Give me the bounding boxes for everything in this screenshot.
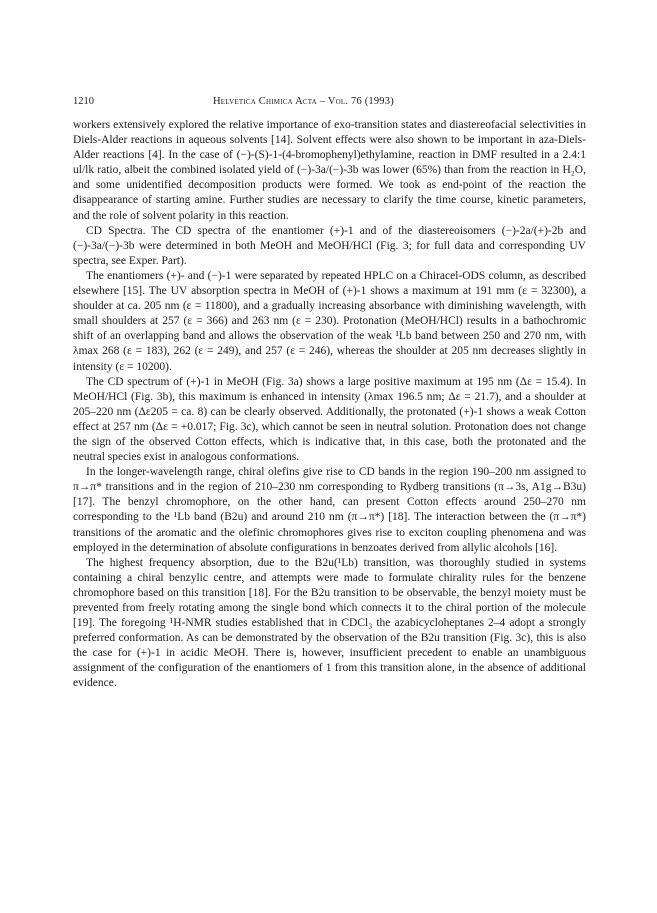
paragraph-3: The enantiomers (+)- and (−)-1 were separated by repeated HPLC on a Chiracel-ODS column, as described elsewhere [15]. The UV absorption spectra in MeOH of (+)-1 shows a maximum at 191 mm (ε = 32300), a shoulder at ca. 205 nm (ε = 11800), and a gradually increasing absorbance with diminishing wavelength, with small shoulders at 257 (ε = 366) and 263 nm (ε = 230). Protonation (MeOH/HCl) results in a bathochromic shift of an overlapping band and allows the observation of the weak ¹Lb band between 250 and 270 nm, with λmax 268 (ε = 183), 262 (ε = 249), and 257 (ε = 246), whereas the shoulder at 205 nm decreases slightly in intensity (ε = 10200). xyxy=(73,269,586,373)
page-number: 1210 xyxy=(73,96,94,107)
journal-reference: Helvetica Chimica Acta – Vol. 76 (1993) xyxy=(213,96,394,107)
body-text xyxy=(73,118,586,692)
running-head xyxy=(73,96,584,110)
paragraph-1: workers extensively explored the relative importance of exo-transition states and diastereofacial selectivities in Diels-Alder reactions in aqueous solvents [14]. Solvent effects were also shown to be important in aza-Diels-Alder reactions [4]. In the case of (−)-(S)-1-(4-bromophenyl)ethylamine, reaction in DMF resulted in a 2.4:1 ul/lk ratio, albeit the combined isolated yield of (−)-3a/(−)-3b was lower (65%) than from the reaction in H₂O, and some unidentified decomposition products were formed. We took as end-point of the reaction the disappearance of starting amine. Further studies are necessary to clarify the time course, kinetic parameters, and the role of solvent polarity in this reaction. xyxy=(73,119,586,222)
paragraph-4: The CD spectrum of (+)-1 in MeOH (Fig. 3a) shows a large positive maximum at 195 nm (Δε = 15.4). In MeOH/HCl (Fig. 3b), this maximum is enhanced in intensity (λmax 196.5 nm; Δε = 21.7), and a shoulder at 205–220 nm (Δε205 = ca. 8) can be clearly observed. Additionally, the protonated (+)-1 shows a weak Cotton effect at 257 nm (Δε = +0.017; Fig. 3c), which cannot be seen in neutral solution. Protonation does not change the sign of the observed Cotton effects, which is indicative that, in this case, both the protonated and the neutral species exist in analogous conformations. xyxy=(73,375,586,464)
paragraph-6: The highest frequency absorption, due to the B2u(¹Lb) transition, was thoroughly studied in systems containing a chiral benzylic centre, and attempts were made to formulate chirality rules for the benzene chromophore based on this transition [18]. For the B2u transition to be observable, the benzyl moiety must be prevented from freely rotating among the single bond which connects it to the chiral portion of the molecule [19]. The foregoing ¹H-NMR studies established that in CDCl₃ the azabicycloheptanes 2–4 adopt a strongly preferred conformation. As can be demonstrated by the observation of the B2u transition (Fig. 3c), this is also the case for (+)-1 in acidic MeOH. There is, however, insufficient precedent to enable an unambiguous assignment of the configuration of the enantiomers of 1 from this transition alone, in the absence of additional evidence. xyxy=(73,556,586,690)
paragraph-5: In the longer-wavelength range, chiral olefins give rise to CD bands in the region 190–200 nm assigned to π→π* transitions and in the region of 210–230 nm corresponding to Rydberg transitions (π→3s, A1g→B3u) [17]. The benzyl chromophore, on the other hand, can present Cotton effects around 250–270 nm corresponding to the ¹Lb band (B2u) and around 210 nm (π→π*) [18]. The interaction between the (π→π*) transitions of the aromatic and the olefinic chromophores gives rise to exciton coupling phenomena and was employed in the determination of absolute configurations in benzoates derived from allylic alcohols [16]. xyxy=(73,466,586,554)
paragraph-2: CD Spectra. The CD spectra of the enantiomer (+)-1 and of the diastereoisomers (−)-2a/(+)-2b and (−)-3a/(−)-3b were determined in both MeOH and MeOH/HCl (Fig. 3; for full data and corresponding UV spectra, see Exper. Part). xyxy=(73,224,586,267)
